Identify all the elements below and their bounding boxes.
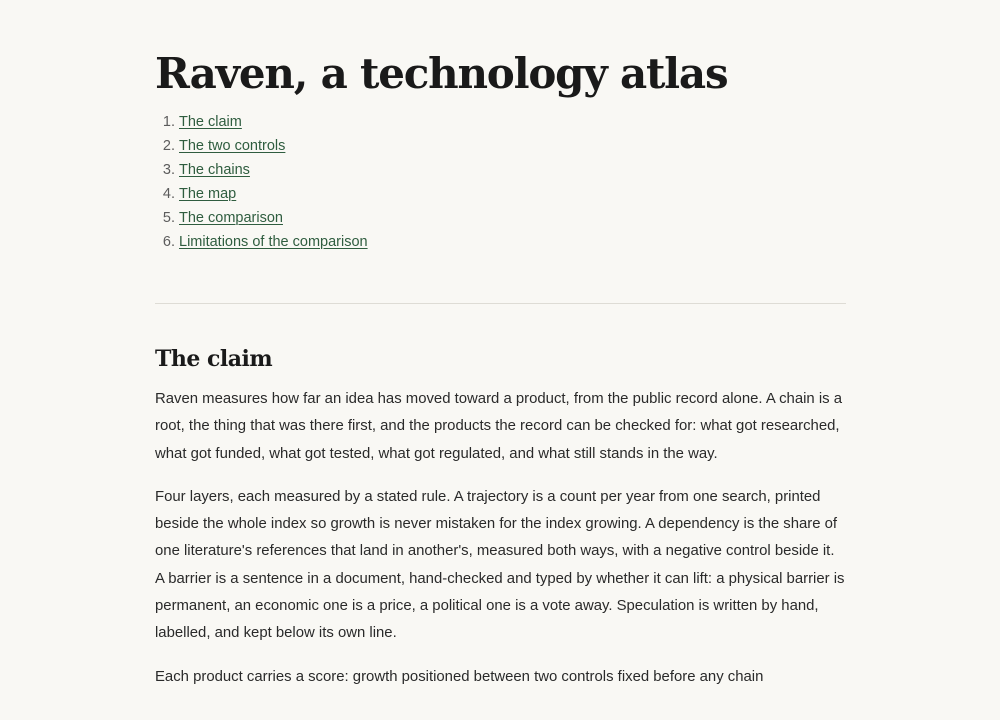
- toc-link-the-comparison[interactable]: The comparison: [179, 210, 283, 226]
- toc-link-the-map[interactable]: The map: [179, 186, 237, 202]
- page: [155, 0, 846, 691]
- page-title: Raven, a technology atlas: [155, 49, 728, 98]
- section-divider: [155, 303, 846, 304]
- section-heading: The claim: [155, 346, 273, 372]
- body-paragraph: Four layers, each measured by a stated rule. A trajectory is a count per year from one search, printed beside the whole index so growth is never mistaken for the index growing. A dependency is the share of one literature's references that land in another's, measured both ways, with a negative control beside it. A barrier is a sentence in a document, hand-checked and typed by whether it can lift: a physical barrier is permanent, an economic one is a price, a political one is a vote away. Speculation is written by hand, labelled, and kept below its own line.: [155, 488, 845, 642]
- toc-item: [179, 182, 846, 206]
- toc-item: [179, 230, 846, 254]
- toc-link-the-chains[interactable]: The chains: [179, 162, 250, 178]
- toc-item: [179, 206, 846, 230]
- toc-item: [179, 158, 846, 182]
- body-paragraph: Each product carries a score: growth positioned between two controls fixed before any chain: [155, 668, 764, 685]
- toc-item: [179, 110, 846, 134]
- toc-link-the-two-controls[interactable]: The two controls: [179, 138, 286, 154]
- toc-link-the-claim[interactable]: The claim: [179, 114, 242, 130]
- toc-item: [179, 134, 846, 158]
- toc-link-limitations[interactable]: Limitations of the comparison: [179, 234, 368, 250]
- body-paragraph: Raven measures how far an idea has moved toward a product, from the public record alone. A chain is a root, the thing that was there first, and the products the record can be checked for: what got researched, what got funded, what got tested, what got regulated, and what still stands in the way.: [155, 391, 843, 462]
- table-of-contents: [155, 110, 846, 254]
